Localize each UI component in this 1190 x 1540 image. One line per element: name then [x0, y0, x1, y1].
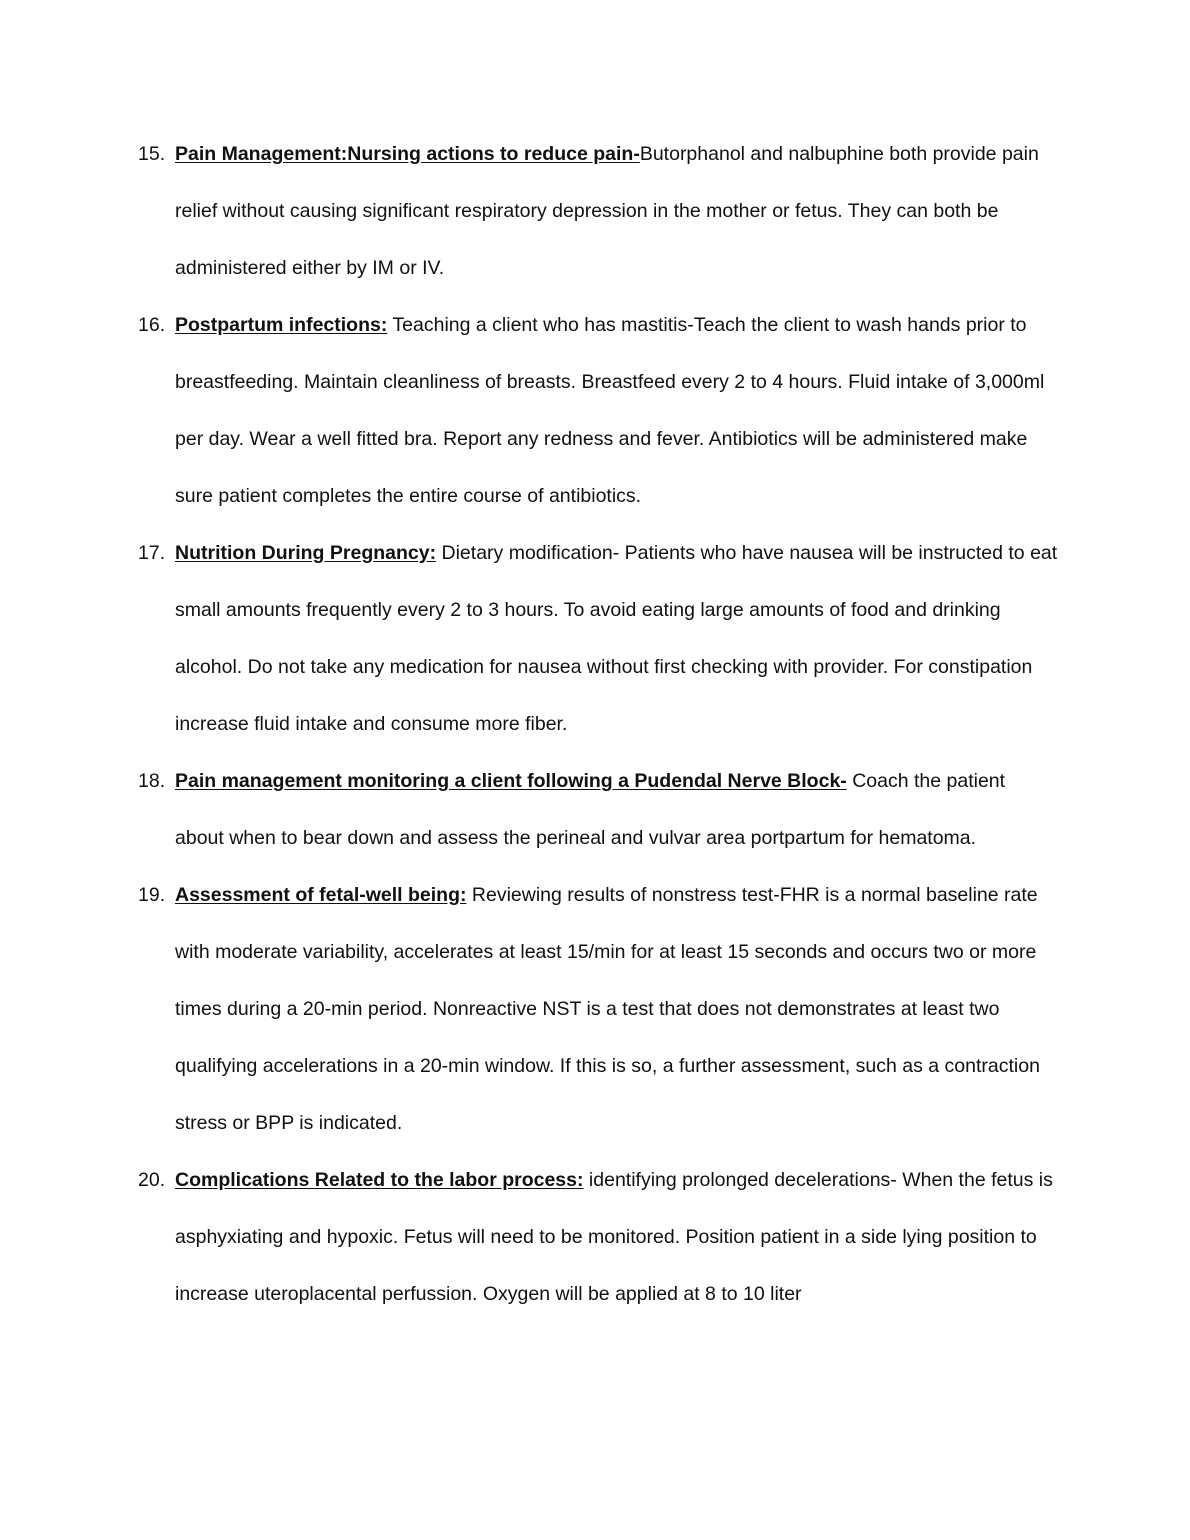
item-number: 20. [138, 1169, 166, 1191]
notes-list [138, 126, 1058, 1323]
list-item-17 [138, 525, 1058, 753]
item-heading: Postpartum infections: [175, 314, 388, 336]
item-heading: Nutrition During Pregnancy: [175, 542, 437, 564]
item-body: Dietary modification- Patients who have nausea will be instructed to eat small amounts frequently every 2 to 3 hours. To avoid eating large amounts of food and drinking alcohol. Do not take any medication for nausea without first checking with provider. For constipation increase fluid intake and consume more fiber. [175, 542, 1058, 735]
item-heading: Pain Management:Nursing actions to reduce pain- [175, 143, 640, 165]
item-heading: Assessment of fetal-well being: [175, 884, 467, 906]
item-number: 16. [138, 314, 166, 336]
item-body: Reviewing results of nonstress test-FHR is a normal baseline rate with moderate variability, accelerates at least 15/min for at least 15 seconds and occurs two or more times during a 20-min period. Nonreactive NST is a test that does not demonstrates at least two qualifying accelerations in a 20-min window. If this is so, a further assessment, such as a contraction stress or BPP is indicated. [175, 884, 1040, 1134]
item-number: 15. [138, 143, 166, 165]
item-body: identifying prolonged decelerations- When the fetus is asphyxiating and hypoxic. Fetus will need to be monitored. Position patient in a side lying position to increase uteroplacental perfussion. Oxygen will be applied at 8 to 10 liter [175, 1169, 1053, 1305]
item-body: Teaching a client who has mastitis-Teach the client to wash hands prior to breastfeeding. Maintain cleanliness of breasts. Breastfeed every 2 to 4 hours. Fluid intake of 3,000ml per day. Wear a well fitted bra. Report any redness and fever. Antibiotics will be administered make sure patient completes the entire course of antibiotics. [175, 314, 1045, 507]
list-item-16 [138, 297, 1058, 525]
item-body: Butorphanol and nalbuphine both provide pain relief without causing significant respiratory depression in the mother or fetus. They can both be administered either by IM or IV. [175, 143, 1039, 279]
list-item-20 [138, 1152, 1058, 1323]
list-item-15 [138, 126, 1058, 297]
item-number: 18. [138, 770, 166, 792]
list-item-19 [138, 867, 1058, 1152]
list-item-18 [138, 753, 1058, 867]
item-heading: Pain management monitoring a client following a Pudendal Nerve Block- [175, 770, 847, 792]
item-number: 19. [138, 884, 166, 906]
item-body: Coach the patient about when to bear down and assess the perineal and vulvar area portpartum for hematoma. [175, 770, 1006, 849]
item-heading: Complications Related to the labor process: [175, 1169, 584, 1191]
item-number: 17. [138, 542, 166, 564]
